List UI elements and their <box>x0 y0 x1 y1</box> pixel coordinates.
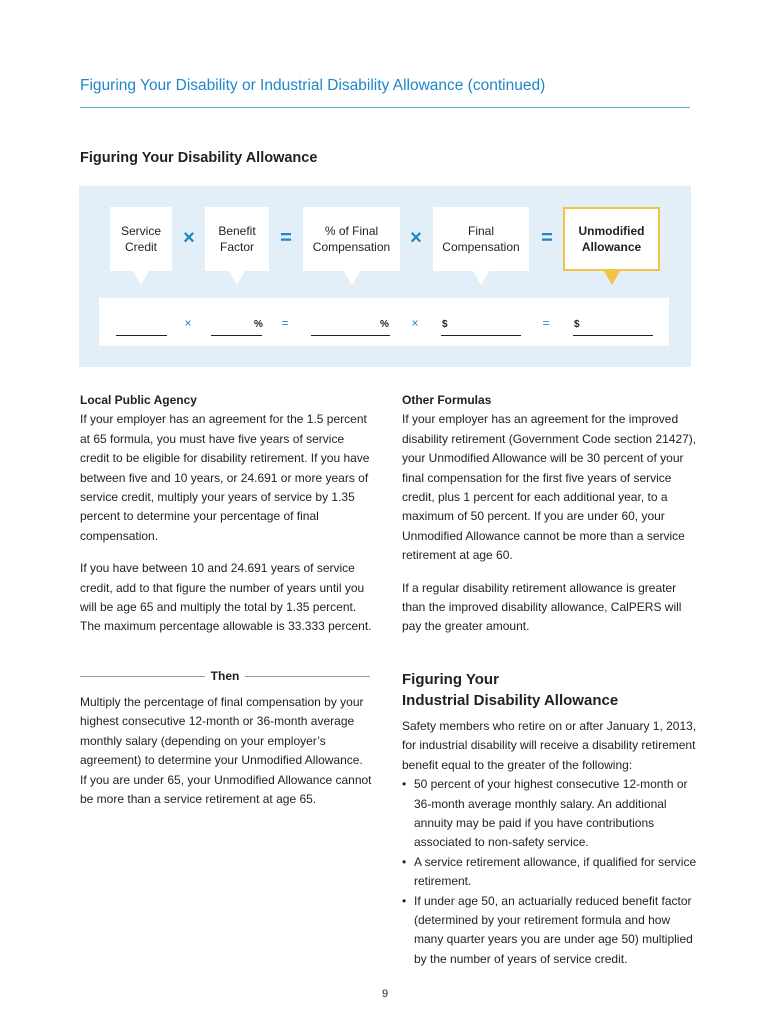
term-label-line2: Compensation <box>312 240 391 254</box>
benefit-factor-blank[interactable] <box>211 335 262 336</box>
dollar-unit: $ <box>574 319 580 330</box>
left-column <box>80 391 372 650</box>
then-divider <box>80 668 370 684</box>
equals-operator: = <box>542 316 550 330</box>
then-paragraph: Multiply the percentage of final compensation by your highest consecutive 12-month or 36-month average monthly salary (depending on your employer’s agreement) to determine your Unmodified Allowance. If you are under 65, your Unmodified Allowance cannot be more than a service retirement at age 65. <box>80 695 372 807</box>
multiply-operator: × <box>410 227 422 249</box>
term-benefit-factor <box>205 207 269 271</box>
term-label-line1: Unmodified <box>578 224 645 238</box>
other-formulas-heading: Other Formulas <box>402 393 492 407</box>
term-label-line2: Credit <box>124 240 157 254</box>
other-formulas-paragraph-2: If a regular disability retirement allowance is greater than the improved disability allowance, CalPERS will pay the greater amount. <box>402 580 682 634</box>
industrial-disability-column <box>402 717 697 969</box>
left-column-then <box>80 693 372 822</box>
equals-operator: = <box>280 227 292 249</box>
list-item: • If under age 50, an actuarially reduced benefit factor (determined by your retirement formula and how many quarter years you are under age 50) multiplied by the number of years of service credit. <box>402 892 697 970</box>
term-unmodified-allowance <box>563 207 660 271</box>
title-divider <box>80 107 690 108</box>
percent-final-compensation-blank[interactable] <box>311 335 390 336</box>
term-label-line2: Compensation <box>442 240 520 254</box>
page-title: Figuring Your Disability or Industrial Disability Allowance (continued) <box>80 77 546 94</box>
local-public-agency-heading: Local Public Agency <box>80 393 197 407</box>
unmodified-allowance-blank[interactable] <box>573 335 653 336</box>
multiply-operator: × <box>184 316 192 330</box>
term-label-line1: % of Final <box>324 224 379 238</box>
local-agency-paragraph-1: If your employer has an agreement for the 1.5 percent at 65 formula, you must have five years of service credit to be eligible for disability retirement. If you have between five and 10 years, or 24.691 or more years of service credit, multiply your years of service by 1.35 percent to determine your percentage of final compensation. <box>80 412 370 543</box>
term-label-line2: Allowance <box>581 240 642 254</box>
page-number: 9 <box>381 988 389 1000</box>
term-label-line2: Factor <box>219 240 254 254</box>
industrial-disability-heading <box>402 669 618 711</box>
list-item: • A service retirement allowance, if qualified for service retirement. <box>402 853 697 892</box>
dollar-unit: $ <box>442 319 448 330</box>
industrial-disability-list <box>402 775 697 969</box>
term-label-line1: Benefit <box>218 224 256 238</box>
divider-line <box>80 676 205 677</box>
percent-unit: % <box>254 319 263 330</box>
term-label-line1: Final <box>467 224 494 238</box>
equals-operator: = <box>281 316 289 330</box>
right-column <box>402 391 697 650</box>
final-compensation-blank[interactable] <box>441 335 521 336</box>
industrial-disability-paragraph: Safety members who retire on or after January 1, 2013, for industrial disability will receive a disability retirement benefit equal to the greater of the following: <box>402 719 697 772</box>
heading-line1: Figuring Your <box>402 671 499 688</box>
heading-line2: Industrial Disability Allowance <box>402 692 619 709</box>
equals-operator: = <box>541 227 553 249</box>
percent-unit: % <box>380 319 389 330</box>
section-title: Figuring Your Disability Allowance <box>80 150 318 166</box>
term-percent-final-compensation <box>303 207 400 271</box>
divider-line <box>245 676 370 677</box>
multiply-operator: × <box>411 316 419 330</box>
local-agency-paragraph-2: If you have between 10 and 24.691 years of service credit, add to that figure the number of years until you will be age 65 and multiply the total by 1.35 percent. The maximum percentage allowable is 33.333 percent. <box>80 561 372 634</box>
service-credit-blank[interactable] <box>116 335 167 336</box>
term-service-credit <box>110 207 172 271</box>
term-final-compensation <box>433 207 529 271</box>
term-label-line1: Service <box>120 224 161 238</box>
multiply-operator: × <box>183 227 195 249</box>
highlight-pointer <box>606 269 618 280</box>
list-item: • 50 percent of your highest consecutive 12-month or 36-month average monthly salary. An additional annuity may be paid if you have contributions associated to non-safety service. <box>402 775 697 853</box>
other-formulas-paragraph-1: If your employer has an agreement for the improved disability retirement (Government Code section 21427), your Unmodified Allowance will be 30 percent of your final compensation for the first five years of service credit, plus 1 percent for each additional year, to a maximum of 50 percent. If you are under 60, your Unmodified Allowance cannot be more than a service retirement at age 60. <box>402 412 697 563</box>
then-label: Then <box>210 669 240 683</box>
